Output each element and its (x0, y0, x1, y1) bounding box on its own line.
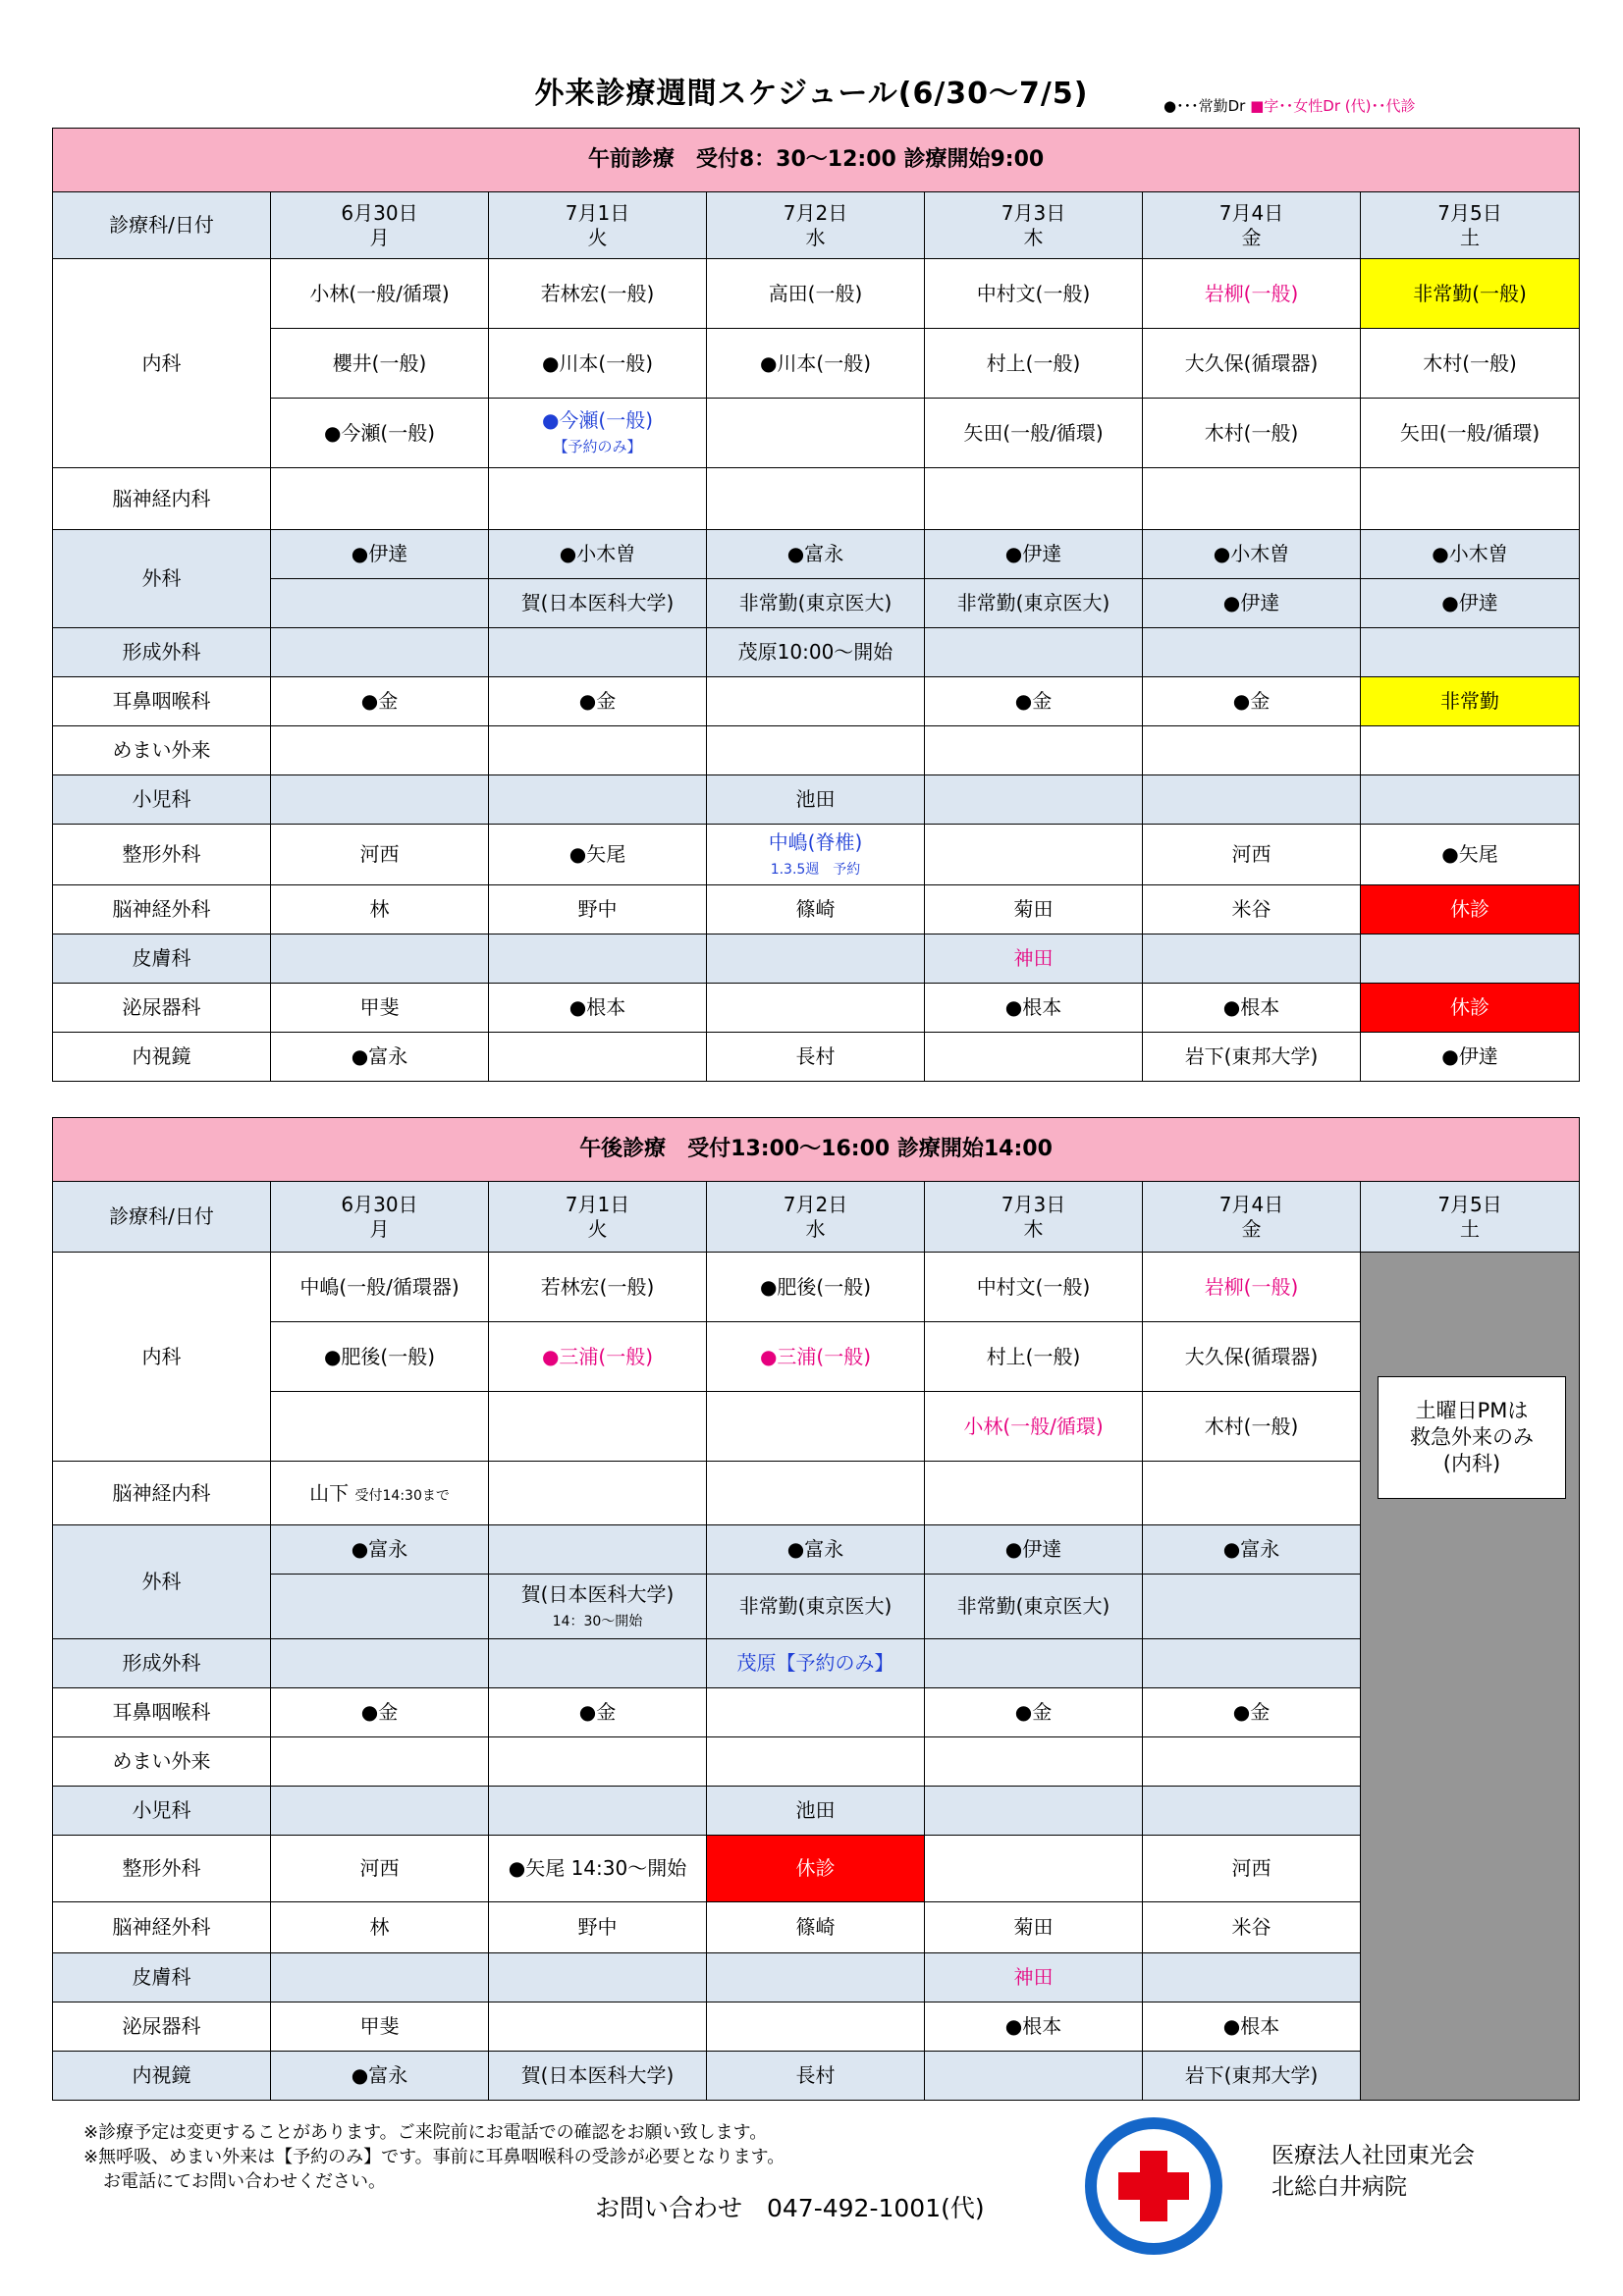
cell: ●肥後(一般) (707, 1253, 925, 1322)
cell (707, 677, 925, 726)
cell: 中村文(一般) (925, 1253, 1143, 1322)
cell: ●根本 (1143, 2002, 1361, 2052)
dept-jibi: 耳鼻咽喉科 (53, 677, 271, 726)
dept-naika: 内科 (53, 259, 271, 468)
cell: ●今瀬(一般) 【予約のみ】 (489, 399, 707, 468)
cell (925, 2052, 1143, 2101)
cell: ●富永 (271, 1033, 489, 1082)
legend-substitute: (代)･･代診 (1344, 97, 1416, 115)
cell: 大久保(循環器) (1143, 1322, 1361, 1392)
dept-naika: 内科 (53, 1253, 271, 1462)
cell (1143, 1575, 1361, 1639)
cell: 山下 受付14:30まで (271, 1462, 489, 1525)
cell: 賀(日本医科大学) (489, 2052, 707, 2101)
dept-memai: めまい外来 (53, 726, 271, 775)
org-corp-name: 医療法人社団東光会 (1271, 2143, 1475, 2168)
cell: 櫻井(一般) (271, 329, 489, 399)
cell: 小林(一般/循環) (925, 1392, 1143, 1462)
cell: 若林宏(一般) (489, 1253, 707, 1322)
cell: 賀(日本医科大学) 14：30～開始 (489, 1575, 707, 1639)
cell: 茂原【予約のみ】 (707, 1639, 925, 1688)
contact-phone: お問い合わせ 047-492-1001(代) (595, 2194, 985, 2222)
dept-noushinkei: 脳神経内科 (53, 1462, 271, 1525)
cell: ●富永 (1143, 1525, 1361, 1575)
date-cell: 7月5日 土 (1361, 1182, 1580, 1253)
dept-geka: 外科 (53, 530, 271, 628)
cell: 菊田 (925, 885, 1143, 934)
cell: ●矢尾 (489, 825, 707, 885)
dept-hinyou: 泌尿器科 (53, 984, 271, 1033)
cell: ●金 (1143, 1688, 1361, 1737)
cell: 神田 (925, 934, 1143, 984)
cell: 河西 (271, 1836, 489, 1902)
cell: ●金 (925, 1688, 1143, 1737)
date-cell: 7月5日 土 (1361, 192, 1580, 259)
dept-seikei: 整形外科 (53, 1836, 271, 1902)
legend (1163, 95, 1415, 116)
cell (707, 1688, 925, 1737)
dept-shoni: 小児科 (53, 775, 271, 825)
cell (489, 1033, 707, 1082)
footer-line: ※診療予定は変更することがあります。ご来院前にお電話での確認をお願い致します。 (83, 2122, 768, 2143)
org-hospital-name: 北総白井病院 (1271, 2174, 1407, 2201)
cell: 神田 (925, 1953, 1143, 2002)
cell: 矢田(一般/循環) (925, 399, 1143, 468)
date-cell: 6月30日 月 (271, 1182, 489, 1253)
dept-hinyou: 泌尿器科 (53, 2002, 271, 2052)
cell (707, 984, 925, 1033)
cell: 岩柳(一般) (1143, 259, 1361, 329)
cell: ●金 (271, 677, 489, 726)
cell: 村上(一般) (925, 1322, 1143, 1392)
dept-seikei: 整形外科 (53, 825, 271, 885)
cell: ●小木曽 (489, 530, 707, 579)
dept-noushinkei: 脳神経内科 (53, 468, 271, 530)
dept-keisei: 形成外科 (53, 1639, 271, 1688)
cell: ●根本 (925, 2002, 1143, 2052)
am-date-row (53, 192, 1580, 259)
cell: 茂原10:00～開始 (707, 628, 925, 677)
cell: 河西 (1143, 825, 1361, 885)
cell: 甲斐 (271, 984, 489, 1033)
cell: ●富永 (271, 2052, 489, 2101)
cell (489, 1392, 707, 1462)
cell: 篠崎 (707, 885, 925, 934)
cell: 若林宏(一般) (489, 259, 707, 329)
cell-closed: 休診 (1361, 984, 1580, 1033)
legend-regular: ●･･･常勤Dr (1163, 97, 1246, 115)
cell: ●伊達 (271, 530, 489, 579)
cell: ●金 (925, 677, 1143, 726)
cell (489, 1525, 707, 1575)
cell (707, 399, 925, 468)
cell: 河西 (271, 825, 489, 885)
dept-geka: 外科 (53, 1525, 271, 1639)
pm-date-row (53, 1182, 1580, 1253)
cell (271, 1392, 489, 1462)
cell: 林 (271, 1902, 489, 1953)
cell: ●金 (1143, 677, 1361, 726)
date-cell: 7月1日 火 (489, 192, 707, 259)
cell: 木村(一般) (1361, 329, 1580, 399)
footer-line: ※無呼吸、めまい外来は【予約のみ】です。事前に耳鼻咽喉科の受診が必要となります。 (83, 2147, 785, 2168)
cell: ●川本(一般) (707, 329, 925, 399)
dept-noushinkeigeka: 脳神経外科 (53, 885, 271, 934)
cell: 木村(一般) (1143, 399, 1361, 468)
date-cell: 7月3日 木 (925, 1182, 1143, 1253)
date-cell: 7月4日 金 (1143, 1182, 1361, 1253)
dept-keisei: 形成外科 (53, 628, 271, 677)
cell: ●伊達 (1361, 1033, 1580, 1082)
dept-date-label: 診療科/日付 (53, 1182, 271, 1253)
date-cell: 7月4日 金 (1143, 192, 1361, 259)
cell: 中村文(一般) (925, 259, 1143, 329)
dept-hifu: 皮膚科 (53, 934, 271, 984)
page-title: 外来診療週間スケジュール(6/30～7/5) (534, 77, 1089, 111)
cell: 非常勤(一般) (1361, 259, 1580, 329)
cell (271, 579, 489, 628)
cell: ●矢尾 (1361, 825, 1580, 885)
cell: 野中 (489, 885, 707, 934)
cell: 小林(一般/循環) (271, 259, 489, 329)
pm-schedule-table (52, 1117, 1580, 2101)
dept-memai: めまい外来 (53, 1737, 271, 1787)
cell: ●富永 (271, 1525, 489, 1575)
cell: 甲斐 (271, 2002, 489, 2052)
cell: ●根本 (489, 984, 707, 1033)
cell: ●三浦(一般) (707, 1322, 925, 1392)
cell: ●伊達 (925, 1525, 1143, 1575)
sat-pm-note: 土曜日PMは 救急外来のみ (内科) (1378, 1376, 1566, 1499)
cell: 米谷 (1143, 885, 1361, 934)
cell: 非常勤(東京医大) (925, 579, 1143, 628)
date-cell: 6月30日 月 (271, 192, 489, 259)
cell: 長村 (707, 1033, 925, 1082)
cell: ●小木曽 (1361, 530, 1580, 579)
footer-line: お電話にてお問い合わせください。 (103, 2171, 386, 2193)
cell: ●富永 (707, 1525, 925, 1575)
cell (925, 1033, 1143, 1082)
cell: ●今瀬(一般) (271, 399, 489, 468)
cell: 中嶋(脊椎) 1.3.5週 予約 (707, 825, 925, 885)
dept-naishikyo: 内視鏡 (53, 2052, 271, 2101)
cell: ●伊達 (1361, 579, 1580, 628)
cell: 岩下(東邦大学) (1143, 1033, 1361, 1082)
cell: ●根本 (925, 984, 1143, 1033)
red-cross-logo-icon (1083, 2115, 1224, 2257)
dept-shoni: 小児科 (53, 1787, 271, 1836)
dept-jibi: 耳鼻咽喉科 (53, 1688, 271, 1737)
cell-closed: 休診 (1361, 885, 1580, 934)
dept-naishikyo: 内視鏡 (53, 1033, 271, 1082)
cell: 中嶋(一般/循環器) (271, 1253, 489, 1322)
cell: 高田(一般) (707, 259, 925, 329)
cell: ●肥後(一般) (271, 1322, 489, 1392)
cell: 岩下(東邦大学) (1143, 2052, 1361, 2101)
pm-header: 午後診療 受付13:00～16:00 診療開始14:00 (53, 1118, 1580, 1182)
cell: 木村(一般) (1143, 1392, 1361, 1462)
dept-date-label: 診療科/日付 (53, 192, 271, 259)
cell: 大久保(循環器) (1143, 329, 1361, 399)
cell: 非常勤(東京医大) (707, 579, 925, 628)
cell: 非常勤(東京医大) (925, 1575, 1143, 1639)
cell: ●小木曽 (1143, 530, 1361, 579)
cell: ●富永 (707, 530, 925, 579)
cell: 米谷 (1143, 1902, 1361, 1953)
am-header: 午前診療 受付8：30～12:00 診療開始9:00 (53, 129, 1580, 192)
cell: 岩柳(一般) (1143, 1253, 1361, 1322)
cell (925, 1836, 1143, 1902)
cell: 菊田 (925, 1902, 1143, 1953)
cell: ●伊達 (1143, 579, 1361, 628)
cell: 篠崎 (707, 1902, 925, 1953)
cell (707, 2002, 925, 2052)
date-cell: 7月2日 水 (707, 192, 925, 259)
cell: ●金 (489, 1688, 707, 1737)
cell: 河西 (1143, 1836, 1361, 1902)
cell: 池田 (707, 1787, 925, 1836)
cell: ●金 (271, 1688, 489, 1737)
cell: 長村 (707, 2052, 925, 2101)
cell: ●三浦(一般) (489, 1322, 707, 1392)
dept-hifu: 皮膚科 (53, 1953, 271, 2002)
organization (1271, 2140, 1475, 2203)
cell: 野中 (489, 1902, 707, 1953)
cell: 池田 (707, 775, 925, 825)
cell: ●金 (489, 677, 707, 726)
cell (271, 1575, 489, 1639)
date-cell: 7月2日 水 (707, 1182, 925, 1253)
cell-closed: 休診 (707, 1836, 925, 1902)
cell (707, 1392, 925, 1462)
legend-female: ■字･･女性Dr (1250, 97, 1340, 115)
cell (489, 2002, 707, 2052)
cell: ●根本 (1143, 984, 1361, 1033)
cell: 非常勤(東京医大) (707, 1575, 925, 1639)
cell: ●川本(一般) (489, 329, 707, 399)
cell: ●伊達 (925, 530, 1143, 579)
cell: 矢田(一般/循環) (1361, 399, 1580, 468)
cell: 村上(一般) (925, 329, 1143, 399)
cell: 賀(日本医科大学) (489, 579, 707, 628)
date-cell: 7月1日 火 (489, 1182, 707, 1253)
cell: 林 (271, 885, 489, 934)
date-cell: 7月3日 木 (925, 192, 1143, 259)
cell: 非常勤 (1361, 677, 1580, 726)
footer-notes (83, 2120, 784, 2195)
cell: ●矢尾 14:30～開始 (489, 1836, 707, 1902)
am-schedule-table (52, 128, 1580, 1082)
dept-noushinkeigeka: 脳神経外科 (53, 1902, 271, 1953)
